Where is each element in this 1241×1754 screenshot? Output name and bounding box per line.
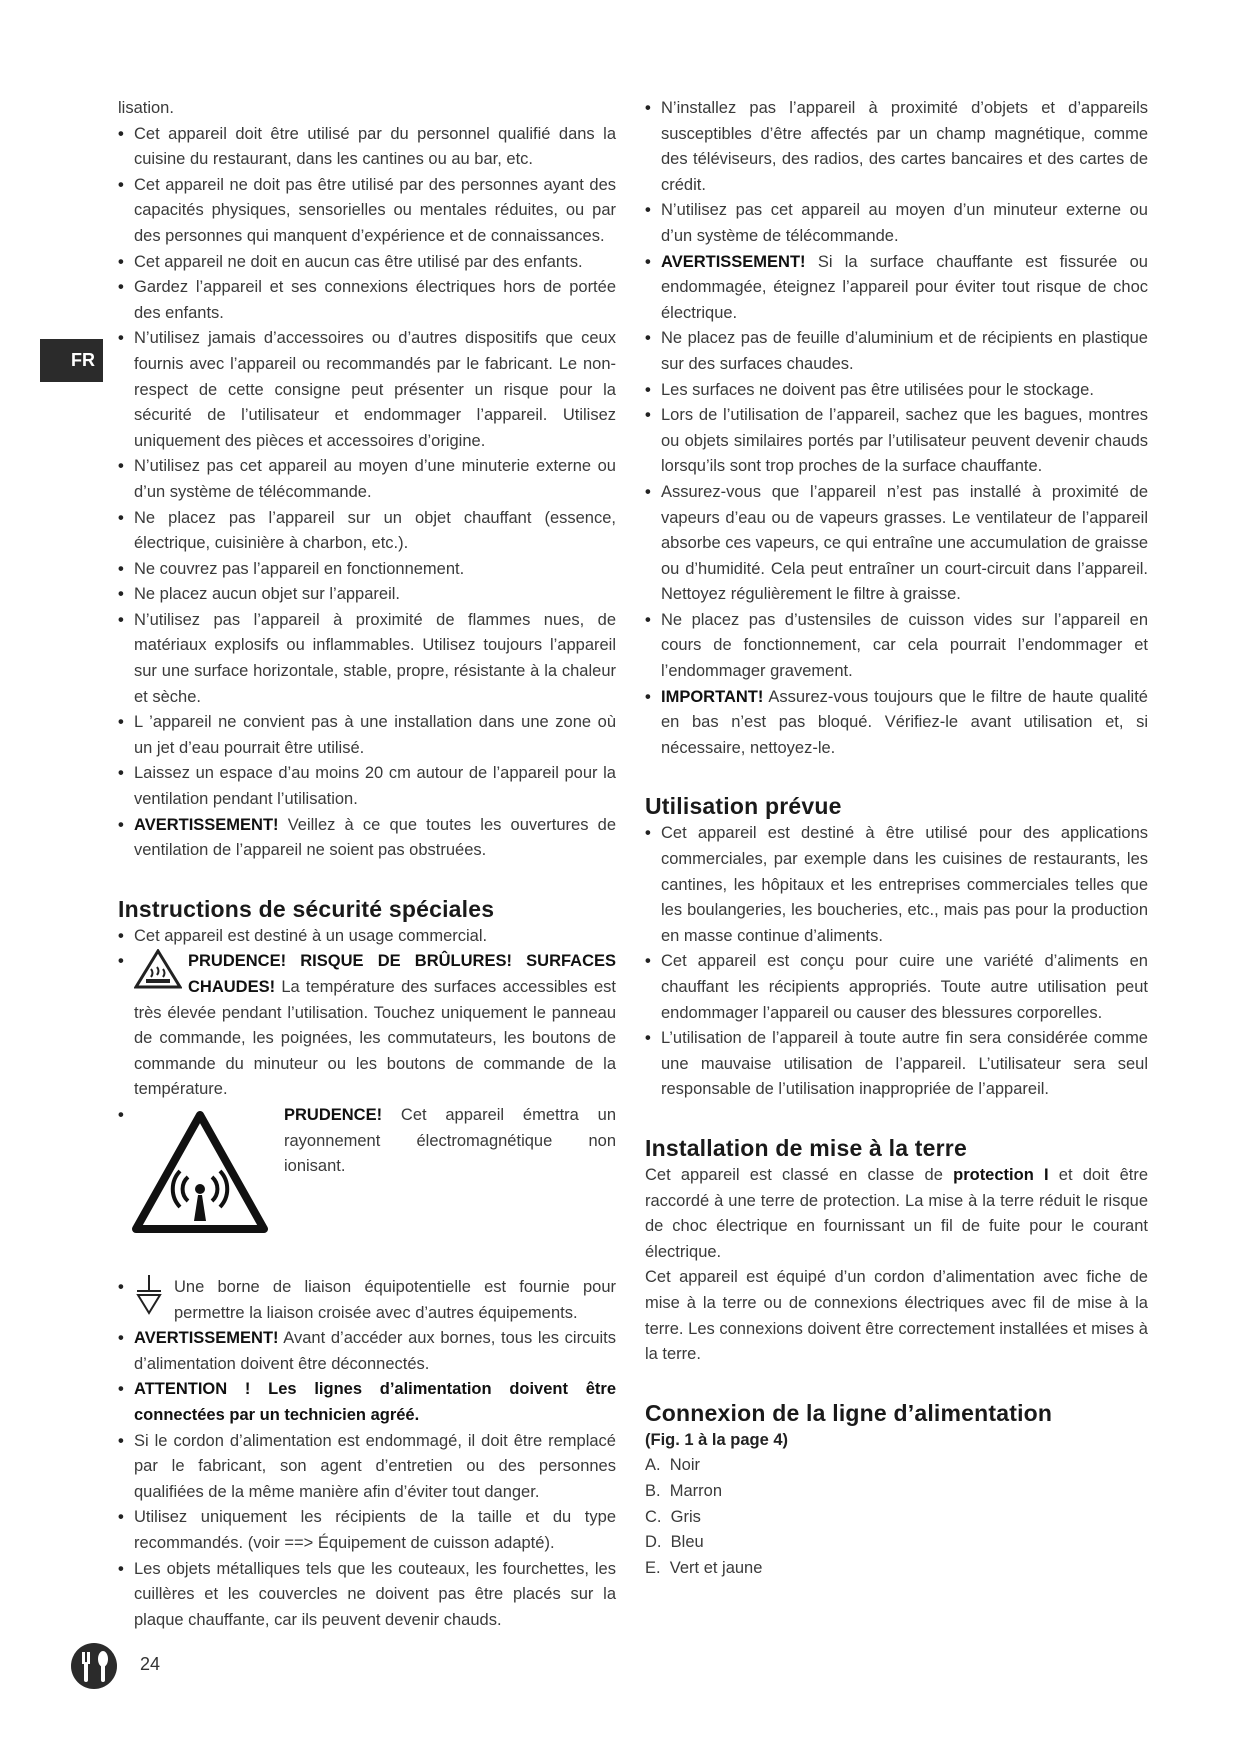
section-heading-intended-use: Utilisation prévue: [645, 793, 842, 820]
radiation-warning: [118, 1103, 616, 1273]
warning-text: Avant d’accéder aux bornes, tous les circuits d’alimentation doivent être déconnectés.: [134, 1329, 616, 1373]
hot-surface-warning-icon: [134, 949, 182, 989]
burn-warning: [118, 949, 616, 1103]
list-item: • N’utilisez pas l’appareil à proximité de flammes nues, de matériaux explosifs ou inflammables. Utilisez toujours l’appareil sur une surface horizontale, stable, propre, résistante à la chaleur et sèche.: [118, 608, 616, 710]
radiation-warning-text: [284, 1103, 616, 1180]
list-item: • Cet appareil est conçu pour cuire une variété d’aliments en chauffant les récipients appropriés. Toute autre utilisation peut endommager l’appareil ou causer des blessures corporelles.: [645, 949, 1148, 1026]
figure-reference: (Fig. 1 à la page 4): [645, 1430, 789, 1449]
text-fragment: Cet appareil est classé en classe de: [645, 1165, 954, 1184]
terminals-warning: [118, 1326, 616, 1377]
list-item: • Cet appareil est destiné à être utilisé pour des applications commerciales, par exemple dans les cuisines de restaurants, les cantines, les hôpitaux et les entreprises commerciales telles que les boulangeries, les boucheries, etc., mais pas pour la production en masse continue d’aliments.: [645, 821, 1148, 949]
section-heading-power-connection: Connexion de la ligne d’alimentation: [645, 1399, 1053, 1426]
warning-text: La température des surfaces accessibles est très élevée pendant l’utilisation. Touchez uniquement le panneau de commande, les poignées, les commutateurs, les boutons de commande du minuteur ou les boutons de commande de la température.: [134, 978, 616, 1099]
important-notice: [645, 685, 1148, 762]
page-number: 24: [140, 1654, 161, 1674]
list-item: • Cet appareil ne doit en aucun cas être utilisé par des enfants.: [118, 250, 616, 276]
list-item: • Ne placez pas de feuille d’aluminium et de récipients en plastique sur des surfaces chaudes.: [645, 326, 1148, 377]
equipotential-item: [118, 1275, 616, 1326]
section-heading-grounding: Installation de mise à la terre: [645, 1134, 967, 1161]
list-item: • Utilisez uniquement les récipients de la taille et du type recommandés. (voir ==> Équipement de cuisson adapté).: [118, 1505, 616, 1556]
warning-keyword: AVERTISSEMENT!: [134, 1329, 279, 1348]
list-item: • Ne placez pas l’appareil sur un objet chauffant (essence, électrique, cuisinière à charbon, etc.).: [118, 506, 616, 557]
section-heading-special-safety: Instructions de sécurité spéciales: [118, 895, 495, 922]
text-fragment: et doit être raccordé à une terre de protection. La mise à la terre réduit le risque de choc électrique en fournissant un fil de fuite pour le courant électrique.: [645, 1165, 1148, 1261]
grounding-paragraph-2: Cet appareil est équipé d’un cordon d’alimentation avec fiche de mise à la terre ou de connexions électriques avec fil de mise à la terre. Les connexions doivent être correctement installées et mises à la terre.: [645, 1268, 1148, 1364]
list-item: • Gardez l’appareil et ses connexions électriques hors de portée des enfants.: [118, 275, 616, 326]
grounding-paragraph-1: [645, 1163, 1148, 1265]
equipotential-bonding-icon: [134, 1275, 164, 1317]
wire-color-item: E. Vert et jaune: [645, 1558, 763, 1577]
list-item: • N’utilisez jamais d’accessoires ou d’autres dispositifs que ceux fournis avec l’appareil ou recommandés par le fabricant. Le non-respect de cette consigne peut présenter un risque pour la sécurité de l’utilisateur et endommager l’appareil. Utilisez uniquement des pièces et accessoires d’origine.: [118, 326, 616, 454]
ventilation-warning: [118, 813, 616, 864]
warning-text: Assurez-vous toujours que le filtre de haute qualité en bas n’est pas bloqué. Vérifiez-le avant utilisation et, si nécessaire, nettoyez-le.: [661, 687, 1148, 757]
list-item: • Laissez un espace d’au moins 20 cm autour de l’appareil pour la ventilation pendant l’utilisation.: [118, 761, 616, 812]
list-item: • Cet appareil est destiné à un usage commercial.: [118, 924, 616, 950]
list-item: • N’utilisez pas cet appareil au moyen d’un minuteur externe ou d’un système de télécommande.: [645, 198, 1148, 249]
warning-keyword: IMPORTANT!: [661, 687, 764, 706]
warning-text: Cet appareil émettra un rayonnement électromagnétique non ionisant.: [284, 1105, 616, 1176]
attention-notice: • ATTENTION ! Les lignes d’alimentation doivent être connectées par un technicien agréé.: [118, 1377, 616, 1428]
list-item: • L’utilisation de l’appareil à toute autre fin sera considérée comme une mauvaise utilisation de l’appareil. L’utilisateur sera seul responsable de l’utilisation inappropriée de l’appareil.: [645, 1026, 1148, 1103]
left-column: [118, 96, 616, 1633]
warning-keyword: PRUDENCE! RISQUE DE BRÛLURES! SURFACES CHAUDES!: [188, 952, 616, 996]
wire-color-item: B. Marron: [645, 1481, 723, 1500]
list-item: • Ne placez pas d’ustensiles de cuisson vides sur l’appareil en cours de fonctionnement, car cela pourrait l’endommager et l’endommager gravement.: [645, 608, 1148, 685]
right-column: [645, 96, 1148, 1581]
warning-keyword: PRUDENCE!: [284, 1105, 383, 1124]
list-item: • Cet appareil doit être utilisé par du personnel qualifié dans la cuisine du restaurant, dans les cantines ou au bar, etc.: [118, 122, 616, 173]
equipotential-text: Une borne de liaison équipotentielle est fournie pour permettre la liaison croisée avec d’autres équipements.: [174, 1277, 616, 1322]
language-tab: FR: [40, 339, 103, 382]
warning-keyword: AVERTISSEMENT!: [661, 252, 806, 271]
wire-color-item: A. Noir: [645, 1456, 701, 1475]
cutlery-icon: [70, 1642, 118, 1690]
non-ionizing-radiation-icon: [130, 1109, 270, 1235]
list-item: • Ne placez aucun objet sur l’appareil.: [118, 582, 616, 608]
list-item: • L ’appareil ne convient pas à une installation dans une zone où un jet d’eau pourrait être utilisé.: [118, 710, 616, 761]
warning-text: Si la surface chauffante est fissurée ou endommagée, éteignez l’appareil pour éviter tout risque de choc électrique.: [661, 252, 1148, 322]
list-item: • N’installez pas l’appareil à proximité d’objets et d’appareils susceptibles d’être affectés par un champ magnétique, comme des téléviseurs, des radios, des cartes bancaires et des cartes de crédit.: [645, 96, 1148, 198]
list-item: • Assurez-vous que l’appareil n’est pas installé à proximité de vapeurs d’eau ou de vapeurs grasses. Le ventilateur de l’appareil absorbe ces vapeurs, ce qui entraîne une accumulation de graisse ou d’humidité. Cela peut entraîner un court-circuit dans l’appareil. Nettoyez régulièrement le filtre à graisse.: [645, 480, 1148, 608]
list-item: • Si le cordon d’alimentation est endommagé, il doit être remplacé par le fabricant, son agent d’entretien ou des personnes qualifiées de la même manière afin d’éviter tout danger.: [118, 1429, 616, 1506]
list-item: • Les objets métalliques tels que les couteaux, les fourchettes, les cuillères et les couvercles ne doivent pas être placés sur la plaque chauffante, car ils peuvent devenir chauds.: [118, 1557, 616, 1634]
warning-keyword: AVERTISSEMENT!: [134, 815, 279, 834]
list-item: • Les surfaces ne doivent pas être utilisées pour le stockage.: [645, 378, 1148, 404]
protection-class: protection I: [953, 1165, 1049, 1184]
wire-color-item: C. Gris: [645, 1507, 701, 1526]
intro-fragment: lisation.: [118, 99, 174, 117]
list-item: • Cet appareil ne doit pas être utilisé par des personnes ayant des capacités physiques, sensorielles ou mentales réduites, ou par des personnes qui manquent d’expérience et de connaissances.: [118, 173, 616, 250]
warning-text: Veillez à ce que toutes les ouvertures de ventilation de l’appareil ne soient pas obstruées.: [134, 815, 616, 860]
list-item: • N’utilisez pas cet appareil au moyen d’une minuterie externe ou d’un système de télécommande.: [118, 454, 616, 505]
wire-color-item: D. Bleu: [645, 1533, 704, 1552]
list-item: • Lors de l’utilisation de l’appareil, sachez que les bagues, montres ou objets similaires portés par l’utilisateur peuvent devenir chauds lorsqu’ils sont trop proches de la surface chauffante.: [645, 403, 1148, 480]
list-item: • Ne couvrez pas l’appareil en fonctionnement.: [118, 557, 616, 583]
cracked-surface-warning: [645, 250, 1148, 327]
